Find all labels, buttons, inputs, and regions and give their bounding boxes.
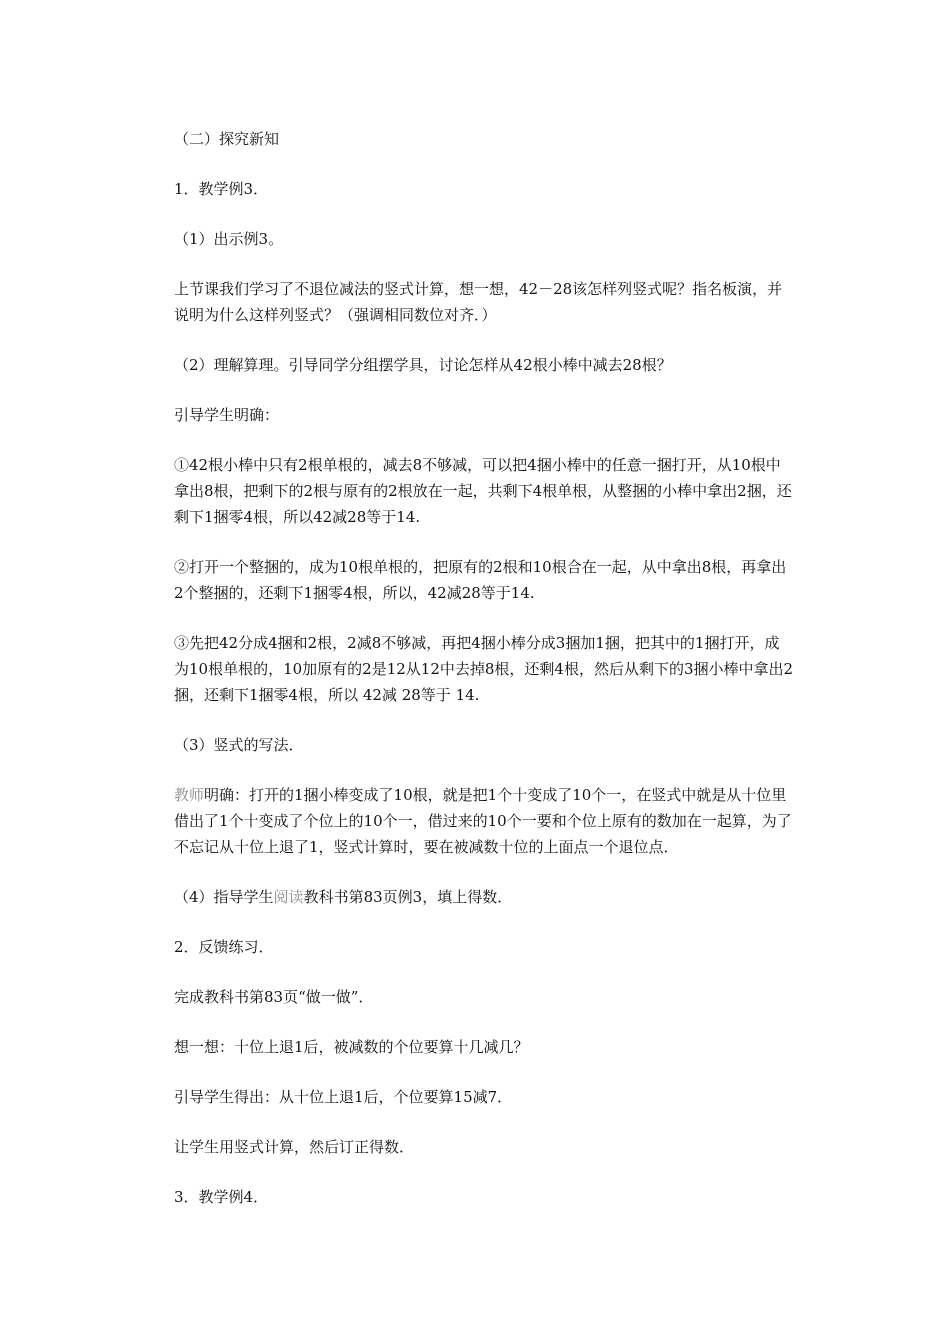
reading-link-text: 阅读 bbox=[273, 888, 304, 906]
teacher-label: 教师 bbox=[174, 786, 205, 804]
paragraph-review: 上节课我们学习了不退位减法的竖式计算，想一想，42－28该怎样列竖式呢？指名板演，并说明为什么这样列竖式？（强调相同数位对齐．） bbox=[174, 280, 783, 324]
method-2-paragraph: ②打开一个整捆的，成为10根单根的，把原有的2根和10根合在一起，从中拿出8根，再拿出2个整捆的，还剩下1捆零4根，所以，42减28等于14. bbox=[174, 558, 787, 602]
method-1-paragraph: ①42根小棒中只有2根单根的，减去8不够减，可以把4捆小棒中的任意一捆打开，从10根中拿出8根，把剩下的2根与原有的2根放在一起，共剩下4根单根，从整捆的小棒中拿出2捆，还剩下1捆零4根，所以42减28等于14. bbox=[174, 456, 792, 526]
method-3-paragraph: ③先把42分成4捆和2根，2减8不够减，再把4捆小棒分成3捆加1捆，把其中的1捆打开，成为10根单根的，10加原有的2是12从12中去掉8根，还剩4根，然后从剩下的3捆小棒中拿出2捆，还剩下1捆零4根，所以 42减 28等于 14. bbox=[174, 634, 794, 704]
textbook-exercise-line: 完成教科书第83页“做一做”． bbox=[174, 988, 374, 1006]
step-1-heading: （1）出示例3。 bbox=[174, 230, 284, 248]
guide-answer-line: 引导学生得出：从十位上退1后，个位要算15减7． bbox=[174, 1088, 513, 1106]
feedback-practice-heading: 2．反馈练习． bbox=[174, 938, 274, 956]
teacher-clarify-text: 明确：打开的1捆小棒变成了10根，就是把1个十变成了10个一，在竖式中就是从十位里借出了1个十变成了个位上的10个一，借过来的10个一要和个位上原有的数加在一起算，为了不忘记从十位上退了1，竖式计算时，要在被减数十位的上面点一个退位点． bbox=[174, 786, 792, 856]
example-4-heading: 3．教学例4． bbox=[174, 1188, 269, 1206]
document-body bbox=[174, 124, 794, 1210]
step-2-heading: （2）理解算理。引导同学分组摆学具，讨论怎样从42根小棒中减去28根？ bbox=[174, 356, 672, 374]
step-3-heading: （3）竖式的写法． bbox=[174, 736, 304, 754]
think-question-line: 想一想：十位上退1后，被减数的个位要算十几减几？ bbox=[174, 1038, 529, 1056]
teacher-clarify-paragraph bbox=[174, 782, 794, 860]
guide-clarify-label: 引导学生明确： bbox=[174, 406, 280, 424]
step-4-part-a: （4）指导学生 bbox=[174, 888, 274, 906]
vertical-calc-line: 让学生用竖式计算，然后订正得数． bbox=[174, 1138, 415, 1156]
example-3-heading: 1．教学例3． bbox=[174, 180, 269, 198]
section-heading: （二）探究新知 bbox=[174, 130, 280, 148]
step-4-heading bbox=[174, 884, 794, 910]
step-4-part-c: 教科书第83页例3，填上得数． bbox=[303, 888, 513, 906]
